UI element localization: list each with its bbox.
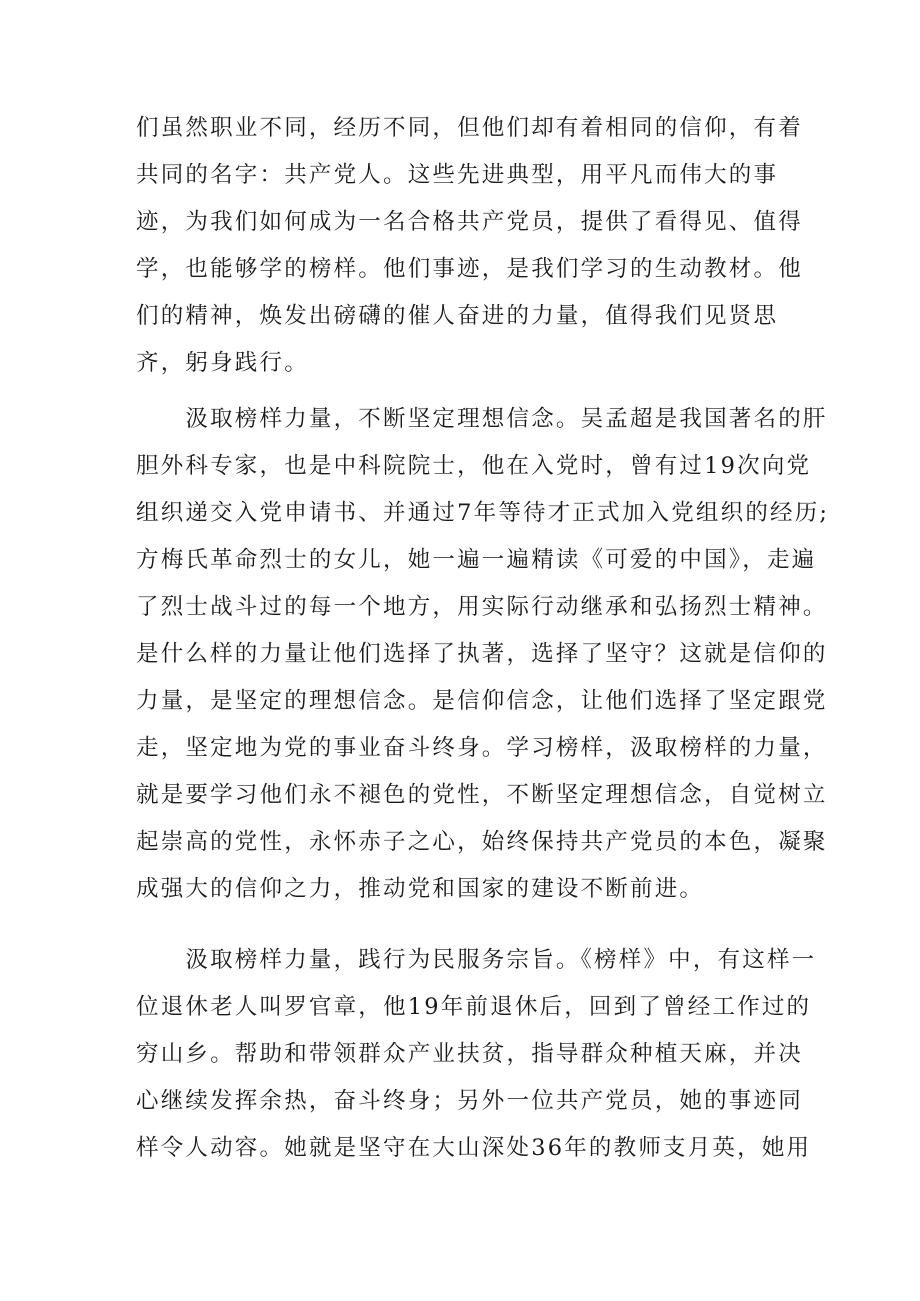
text-line: 汲取榜样力量，不断坚定理想信念。吴孟超是我国著名的肝 (136, 406, 828, 432)
text-line: 成强大的信仰之力，推动党和国家的建设不断前进。 (136, 876, 705, 902)
text-line: 齐，躬身践行。 (136, 350, 309, 376)
text-line: 是什么样的力量让他们选择了执著，选择了坚守？这就是信仰的 (136, 641, 828, 667)
text-line: 们虽然职业不同，经历不同，但他们却有着相同的信仰，有着 (136, 115, 803, 141)
text-line: 样令人动容。她就是坚守在大山深处36年的教师支月英，她用 (136, 1135, 812, 1161)
text-line: 胆外科专家，也是中科院院士，他在入党时，曾有过19次向党 (136, 453, 812, 479)
text-line: 心继续发挥余热，奋斗终身；另外一位共产党员，她的事迹同 (136, 1088, 803, 1114)
paragraph-3 (136, 937, 816, 1172)
text-line: 汲取榜样力量，践行为民服务宗旨。《榜样》中，有这样一 (136, 947, 817, 973)
text-line: 共同的名字：共产党人。这些先进典型，用平凡而伟大的事 (136, 162, 779, 188)
text-line: 们的精神，焕发出磅礴的催人奋进的力量，值得我们见贤思 (136, 303, 779, 329)
text-line: 就是要学习他们永不褪色的党性，不断坚定理想信念，自觉树立 (136, 782, 828, 808)
paragraph-2 (136, 396, 830, 913)
text-line: 起崇高的党性，永怀赤子之心，始终保持共产党员的本色，凝聚 (136, 829, 828, 855)
text-line: 方梅氏革命烈士的女儿，她一遍一遍精读《可爱的中国》，走遍 (136, 547, 817, 573)
text-line: 力量，是坚定的理想信念。是信仰信念，让他们选择了坚定跟党 (136, 688, 828, 714)
text-line: 组织递交入党申请书、并通过7年等待才正式加入党组织的经历; (136, 500, 830, 526)
text-line: 了烈士战斗过的每一个地方，用实际行动继承和弘扬烈士精神。 (136, 594, 828, 620)
text-line: 走，坚定地为党的事业奋斗终身。学习榜样，汲取榜样的力量， (136, 735, 828, 761)
paragraph-1 (136, 105, 816, 387)
text-line: 学，也能够学的榜样。他们事迹，是我们学习的生动教材。他 (136, 256, 803, 282)
text-line: 穷山乡。帮助和带领群众产业扶贫，指导群众种植天麻，并决 (136, 1041, 803, 1067)
text-line: 位退休老人叫罗官章，他19年前退休后，回到了曾经工作过的 (136, 994, 812, 1020)
text-line: 迹，为我们如何成为一名合格共产党员，提供了看得见、值得 (136, 209, 803, 235)
